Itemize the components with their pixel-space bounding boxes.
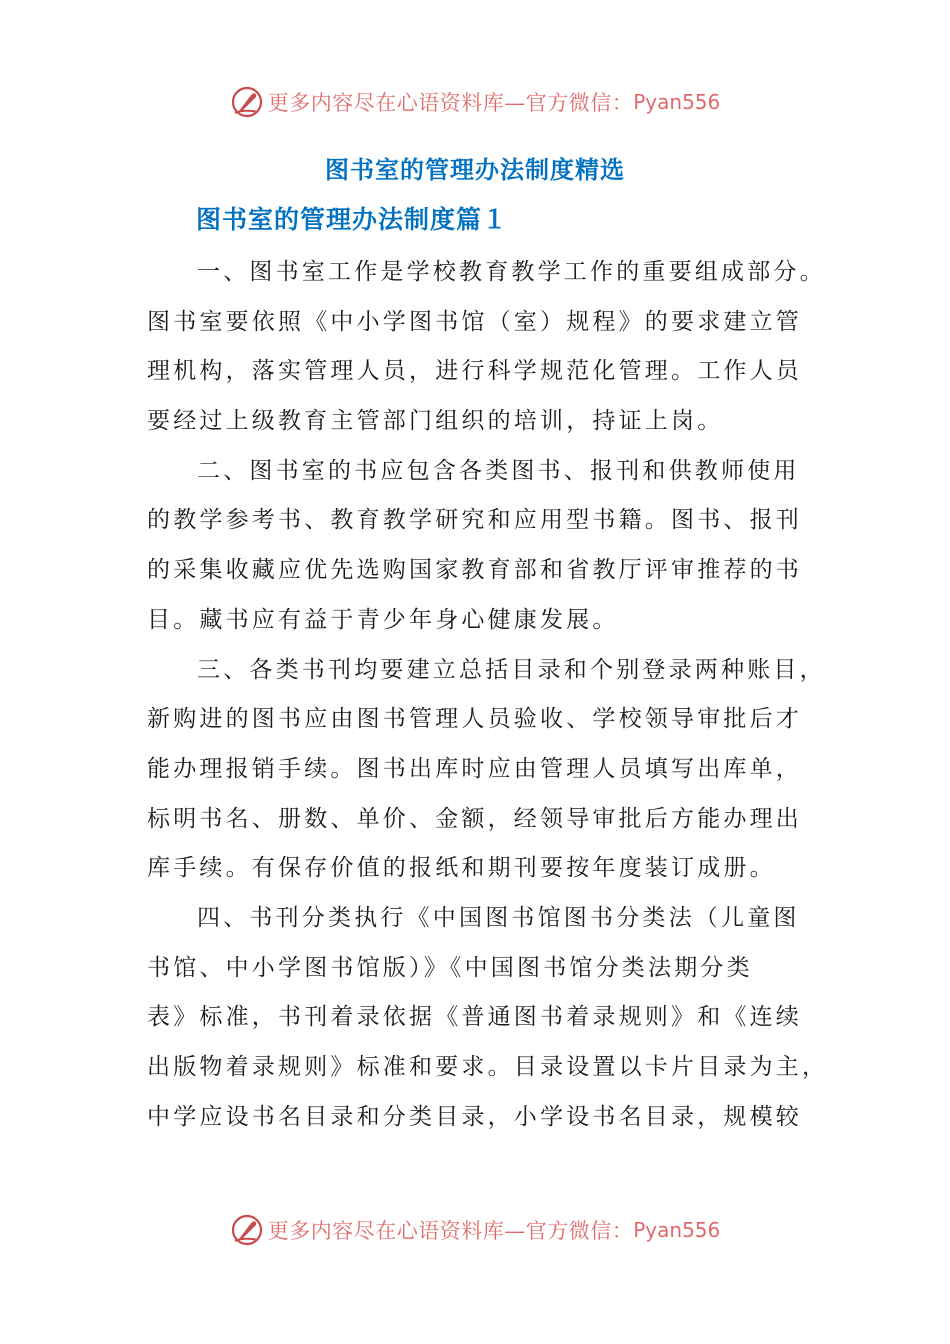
paragraph-line: 四、书刊分类执行《中国图书馆图书分类法（儿童图 [197, 904, 800, 931]
paragraph-line: 的教学参考书、教育教学研究和应用型书籍。图书、报刊 [147, 507, 802, 534]
header-banner [0, 80, 950, 124]
paragraph-line: 能办理报销手续。图书出库时应由管理人员填写出库单， [147, 755, 802, 782]
paragraph-line: 中学应设书名目录和分类目录，小学设书名目录，规模较 [147, 1103, 802, 1130]
paragraph-line: 理机构，落实管理人员，进行科学规范化管理。工作人员 [147, 358, 802, 385]
paragraph-line: 图书室要依照《中小学图书馆（室）规程》的要求建立管 [147, 308, 802, 335]
document-title: 图书室的管理办法制度精选 [325, 155, 625, 184]
paragraph-line: 出版物着录规则》标准和要求。目录设置以卡片目录为主， [147, 1054, 829, 1080]
quill-logo-icon [230, 1213, 264, 1247]
paragraph-line: 的采集收藏应优先选购国家教育部和省教厅评审推荐的书 [147, 557, 802, 584]
paragraph-line: 三、各类书刊均要建立总括目录和个别登录两种账目， [197, 656, 826, 683]
banner-wechat-id: Pyan556 [633, 90, 721, 114]
footer-banner [0, 1208, 950, 1252]
paragraph-line: 要经过上级教育主管部门组织的培训，持证上岗。 [147, 408, 724, 435]
paragraph-line: 库手续。有保存价值的报纸和期刊要按年度装订成册。 [147, 855, 776, 882]
paragraph-line: 书馆、中小学图书馆版）》《中国图书馆分类法期分类 [147, 954, 753, 981]
paragraph-line: 标明书名、册数、单价、金额，经领导审批后方能办理出 [147, 805, 802, 832]
banner-wechat-id: Pyan556 [633, 1218, 721, 1242]
banner-text: 更多内容尽在心语资料库—官方微信： [267, 1219, 634, 1243]
paragraph-line: 新购进的图书应由图书管理人员验收、学校领导审批后才 [147, 706, 802, 733]
paragraph-line: 一、图书室工作是学校教育教学工作的重要组成部分。 [197, 259, 826, 285]
quill-logo-icon [230, 85, 264, 119]
document-body [147, 248, 829, 1142]
paragraph-line: 表》标准，书刊着录依据《普通图书着录规则》和《连续 [147, 1004, 802, 1031]
paragraph-line: 目。藏书应有益于青少年身心健康发展。 [147, 606, 619, 633]
paragraph-line: 二、图书室的书应包含各类图书、报刊和供教师使用 [197, 457, 800, 484]
section-title: 图书室的管理办法制度篇１ [196, 205, 509, 234]
banner-text: 更多内容尽在心语资料库—官方微信： [267, 91, 634, 115]
